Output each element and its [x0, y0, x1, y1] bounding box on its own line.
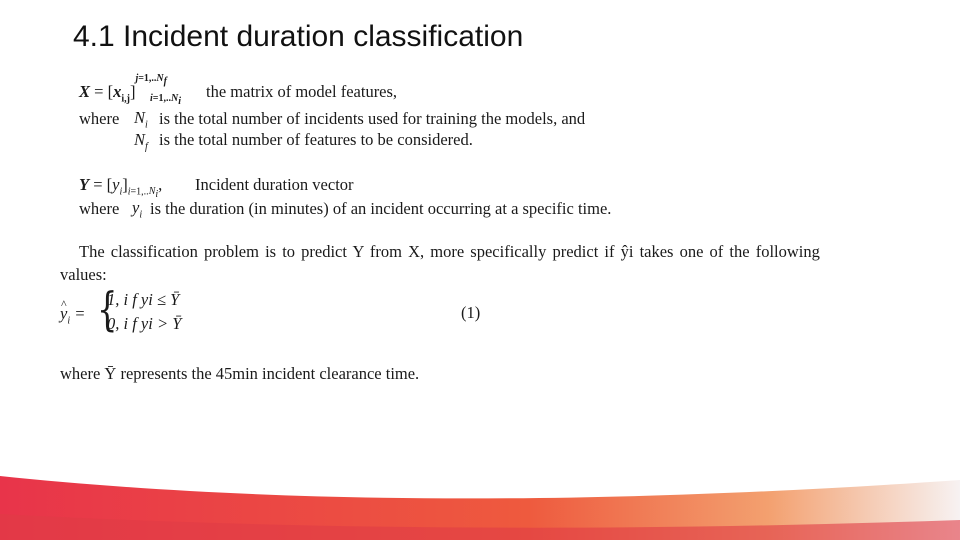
problem-statement-line2: values: — [60, 265, 107, 284]
nf-description: is the total number of features to be considered. — [159, 130, 473, 149]
y-vector-description: Incident duration vector — [195, 175, 354, 194]
equation-number: (1) — [461, 303, 481, 322]
case-1: 1, i f yi ≤ Ȳ — [107, 290, 180, 309]
problem-statement-line1: The classification problem is to predict Y from X, more specifically predict if ŷi takes one of the following — [79, 242, 820, 261]
equation-brace: { — [97, 282, 118, 336]
ni-symbol: $N_i$ — [134, 108, 148, 131]
where-label-2: where — [79, 199, 120, 218]
footer-swoosh — [0, 440, 960, 540]
x-matrix-formula: $X = [x_{i,j}]^{j=1,..N_f}$ — [79, 72, 167, 105]
nf-symbol: $N_f$ — [134, 130, 148, 153]
y-vector-formula: $Y = [y_i]_{i=1,..N_i}$, — [79, 175, 163, 201]
slide-title: 4.1 Incident duration classification — [73, 20, 524, 53]
final-line: where Ȳ represents the 45min incident clearance time. — [60, 364, 420, 383]
ni-description: is the total number of incidents used for training the models, and — [159, 109, 586, 128]
yi-symbol: $y_i$ — [132, 198, 143, 221]
x-matrix-subscript: $i=1,..N_i$ — [150, 93, 181, 107]
case-2: 0, i f yi > Ȳ — [107, 314, 182, 333]
where-label-1: where — [79, 109, 120, 128]
yi-description: is the duration (in minutes) of an incident occurring at a specific time. — [150, 199, 612, 218]
x-matrix-description: the matrix of model features, — [206, 82, 398, 101]
yhat-lhs: ^ $y_i$ = — [60, 306, 85, 323]
